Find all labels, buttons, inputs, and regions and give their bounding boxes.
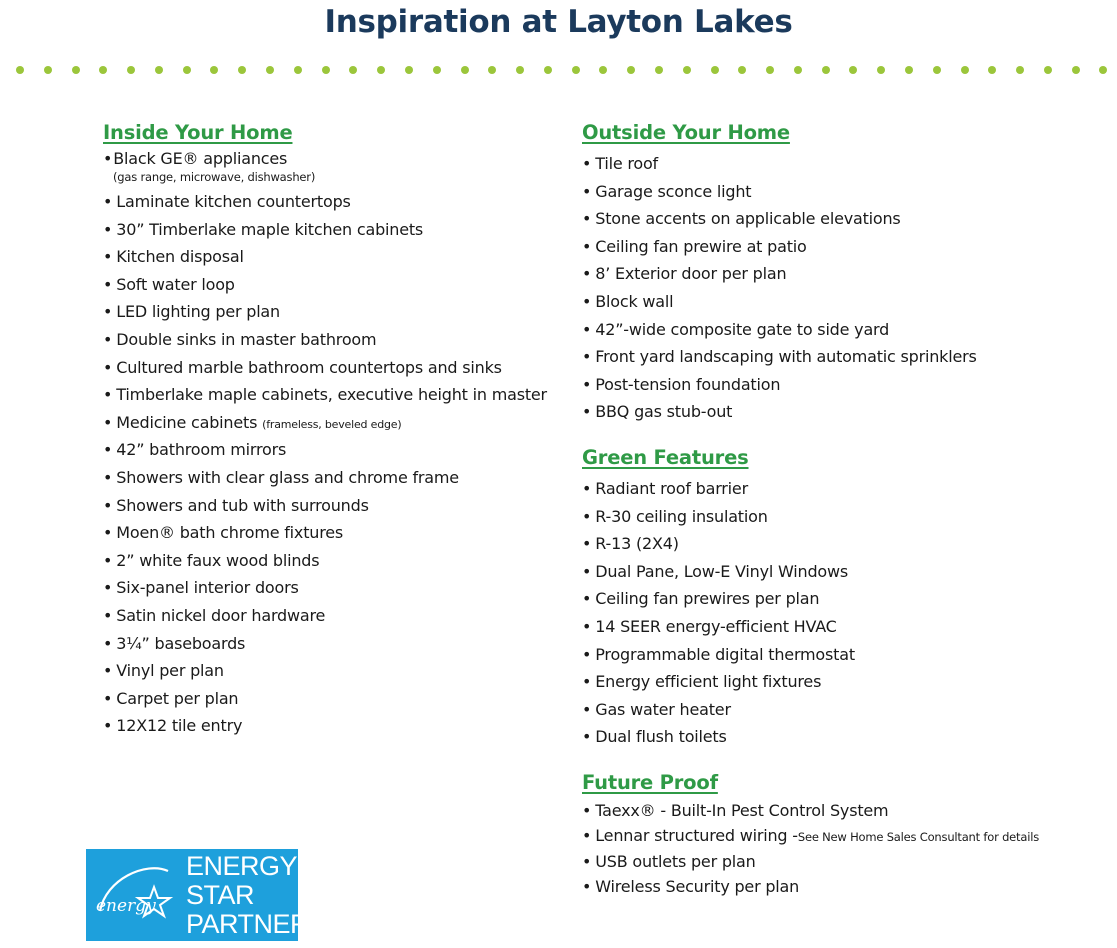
list-item: • Medicine cabinets (frameless, beveled edge) (103, 412, 402, 432)
bullet: • (582, 236, 592, 256)
divider-dot (627, 66, 635, 74)
divider-dot (155, 66, 163, 74)
bullet: • (582, 699, 592, 719)
divider-dot (238, 66, 246, 74)
list-item: • Front yard landscaping with automatic sprinklers (582, 347, 977, 367)
bullet: • (582, 154, 592, 173)
list-item: • Laminate kitchen countertops (103, 192, 351, 211)
energy-star-partner-logo (86, 849, 310, 941)
list-item: • Showers with clear glass and chrome frame (103, 467, 459, 487)
list-item: • 3¼” baseboards (103, 633, 246, 653)
list-item: • Vinyl per plan (103, 661, 224, 681)
divider-dot (738, 66, 746, 74)
energy-star-icon (86, 849, 182, 941)
bullet: • (103, 219, 113, 239)
divider-dot (99, 66, 107, 74)
bullet: • (103, 605, 113, 625)
bullet: • (582, 534, 592, 554)
list-item: • Radiant roof barrier (582, 478, 748, 498)
list-item: • Dual flush toilets (582, 727, 727, 747)
divider-dot (572, 66, 580, 74)
divider-dot (683, 66, 691, 74)
bullet: • (582, 589, 592, 609)
future-proof-section (582, 768, 1082, 900)
bullet: • (103, 661, 113, 681)
bullet: • (582, 478, 592, 498)
list-item: • USB outlets per plan (582, 851, 756, 871)
list-item: • Taexx® - Built-In Pest Control System (582, 800, 889, 820)
list-item: • 42” bathroom mirrors (103, 440, 287, 460)
divider-dot (405, 66, 413, 74)
bullet: • (103, 440, 113, 460)
divider-dot (655, 66, 663, 74)
list-item: • Ceiling fan prewire at patio (582, 236, 807, 256)
list-item: • 8’ Exterior door per plan (582, 264, 787, 284)
divider-dot (933, 66, 941, 74)
divider-dot (961, 66, 969, 74)
bullet: • (103, 329, 113, 349)
list-item: •Black GE® appliances (gas range, microwave, dishwasher) (103, 148, 553, 185)
list-item: • LED lighting per plan (103, 302, 280, 322)
list-item: • Lennar structured wiring -See New Home Sales Consultant for details (582, 826, 1039, 846)
green-features-list (582, 475, 1082, 751)
page-title: Inspiration at Layton Lakes (324, 4, 793, 40)
divider-dot (766, 66, 774, 74)
list-item: • 14 SEER energy-efficient HVAC (582, 616, 837, 636)
bullet: • (582, 209, 592, 229)
bullet: • (103, 688, 113, 708)
bullet: • (582, 319, 592, 339)
list-item: • Ceiling fan prewires per plan (582, 589, 820, 609)
list-item: • 12X12 tile entry (103, 716, 243, 736)
list-item: • BBQ gas stub-out (582, 402, 733, 422)
bullet: • (103, 550, 113, 570)
item-note: (frameless, beveled edge) (262, 417, 402, 431)
list-item: • Soft water loop (103, 274, 235, 294)
bullet: • (582, 506, 592, 526)
divider-dot (433, 66, 441, 74)
list-item: • R-13 (2X4) (582, 534, 679, 554)
divider-dot (877, 66, 885, 74)
divider-dot (711, 66, 719, 74)
list-item: • Wireless Security per plan (582, 877, 800, 897)
divider-dot (44, 66, 52, 74)
bullet: • (103, 495, 113, 515)
energy-script-text: energy (96, 896, 156, 916)
divider-dot (1044, 66, 1052, 74)
divider-dot (1016, 66, 1024, 74)
bullet: • (582, 616, 592, 636)
bullet: • (582, 672, 592, 692)
bullet: • (103, 302, 113, 322)
list-item: • Stone accents on applicable elevations (582, 209, 901, 229)
divider-dot (349, 66, 357, 74)
bullet: • (103, 633, 113, 653)
divider-dot (516, 66, 524, 74)
bullet: • (103, 192, 113, 211)
divider-dot (183, 66, 191, 74)
green-features-heading: Green Features (582, 445, 749, 469)
bullet: • (582, 181, 592, 201)
list-item: • 30” Timberlake maple kitchen cabinets (103, 219, 424, 239)
divider-dot (599, 66, 607, 74)
list-item: • Kitchen disposal (103, 247, 244, 267)
bullet: • (582, 374, 592, 394)
divider-dot (988, 66, 996, 74)
inside-your-home-list (103, 148, 553, 185)
inside-your-home-heading: Inside Your Home (103, 121, 293, 144)
divider-dot (127, 66, 135, 74)
divider-dot (266, 66, 274, 74)
divider-dot (1072, 66, 1080, 74)
list-item: • 42”-wide composite gate to side yard (582, 319, 890, 339)
divider-dot (1099, 66, 1107, 74)
item-note: See New Home Sales Consultant for details (797, 830, 1039, 845)
list-item: • 2” white faux wood blinds (103, 550, 320, 570)
list-item: • Cultured marble bathroom countertops and sinks (103, 357, 502, 377)
list-item: • Tile roof (582, 154, 658, 173)
right-column (582, 118, 1082, 900)
bullet: • (582, 727, 592, 747)
divider-dot (794, 66, 802, 74)
bullet: • (582, 291, 592, 311)
divider-dot (294, 66, 302, 74)
outside-your-home-heading: Outside Your Home (582, 121, 790, 144)
outside-your-home-list (582, 150, 1082, 426)
bullet: • (582, 264, 592, 284)
inside-your-home-section (103, 118, 553, 740)
divider-dot (544, 66, 552, 74)
divider-dot (461, 66, 469, 74)
bullet: • (103, 247, 113, 267)
bullet: • (582, 561, 592, 581)
outside-your-home-section (582, 118, 1082, 426)
bullet: • (582, 644, 592, 664)
divider-dot (210, 66, 218, 74)
list-item: • R-30 ceiling insulation (582, 506, 768, 526)
list-item: • Post-tension foundation (582, 374, 781, 394)
bullet: • (103, 578, 113, 598)
inside-your-home-list-medicine (103, 409, 553, 437)
list-item: • Dual Pane, Low-E Vinyl Windows (582, 561, 849, 581)
list-item: • Moen® bath chrome fixtures (103, 523, 344, 543)
list-item: • Satin nickel door hardware (103, 605, 326, 625)
item-note: (gas range, microwave, dishwasher) (113, 170, 316, 184)
list-item: • Six-panel interior doors (103, 578, 299, 598)
list-item: • Garage sconce light (582, 181, 752, 201)
bullet: • (103, 385, 113, 405)
divider-dot (72, 66, 80, 74)
list-item: • Energy efficient light fixtures (582, 672, 822, 692)
list-item: • Block wall (582, 291, 674, 311)
list-item: • Programmable digital thermostat (582, 644, 855, 664)
divider-dot (16, 66, 24, 74)
bullet: • (103, 274, 113, 294)
energy-star-text: ENERGY STAR PARTNER (186, 851, 310, 939)
bullet: • (582, 347, 592, 367)
future-proof-list (582, 798, 1082, 900)
bullet: • (582, 402, 592, 422)
list-item: • Carpet per plan (103, 688, 239, 708)
future-proof-heading: Future Proof (582, 770, 718, 794)
list-item: • Showers and tub with surrounds (103, 495, 369, 515)
divider-dot (488, 66, 496, 74)
inside-your-home-list-rest (103, 436, 553, 740)
bullet: • (103, 467, 113, 487)
dotted-divider (16, 66, 1108, 74)
divider-dot (849, 66, 857, 74)
list-item: • Double sinks in master bathroom (103, 329, 377, 349)
divider-dot (905, 66, 913, 74)
list-item: • Gas water heater (582, 699, 731, 719)
inside-your-home-list-cont (103, 188, 553, 409)
divider-dot (377, 66, 385, 74)
green-features-section (582, 443, 1082, 751)
list-item: • Timberlake maple cabinets, executive height in master (103, 385, 547, 405)
divider-dot (322, 66, 330, 74)
bullet: • (103, 523, 113, 543)
bullet: • (103, 357, 113, 377)
divider-dot (822, 66, 830, 74)
bullet: • (103, 716, 113, 736)
